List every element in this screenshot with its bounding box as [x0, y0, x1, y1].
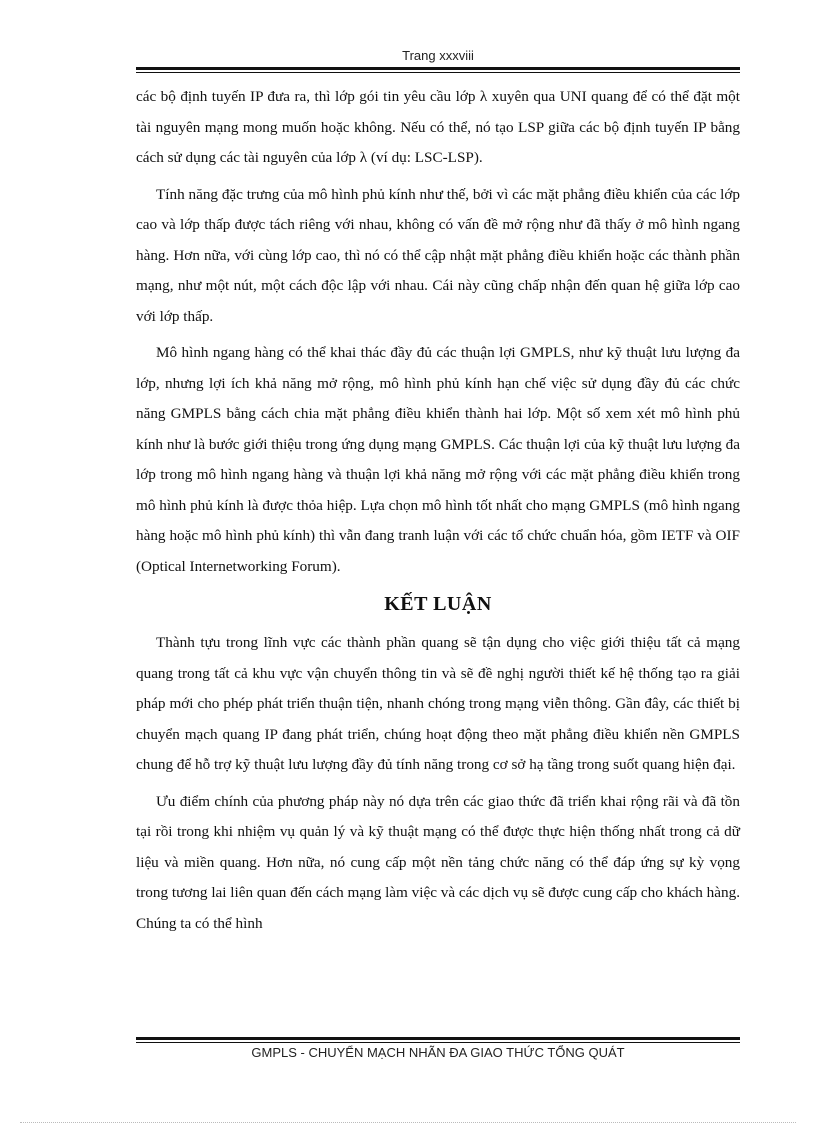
- paragraph-2: Tính năng đặc trưng của mô hình phủ kính như thế, bởi vì các mặt phẳng điều khiển của các lớp cao và lớp thấp được tách riêng với nhau, không có vấn đề mở rộng như đã thấy ở mô hình ngang hàng. Hơn nữa, với cùng lớp cao, thì nó có thể cập nhật mặt phẳng điều khiển hoặc các thành phần mạng, như một nút, một cách độc lập với nhau. Cái này cũng chấp nhận đến quan hệ giữa lớp cao với lớp thấp.: [136, 185, 740, 325]
- header-rule-thick: [136, 67, 740, 70]
- paragraph-3: Mô hình ngang hàng có thể khai thác đầy đủ các thuận lợi GMPLS, như kỹ thuật lưu lượng đa lớp, nhưng lợi ích khả năng mở rộng, mô hình phủ kính hạn chế việc sử dụng đầy đủ các chức năng GMPLS bằng cách chia mặt phẳng điều khiển thành hai lớp. Một số xem xét mô hình phủ kính như là bước giới thiệu trong ứng dụng mạng GMPLS. Các thuận lợi của kỹ thuật lưu lượng đa lớp trong mô hình ngang hàng và thuận lợi khả năng mở rộng với các mặt phẳng điều khiển trong mô hình phủ kính là được thỏa hiệp. Lựa chọn mô hình tốt nhất cho mạng GMPLS (mô hình ngang hàng hoặc mô hình phủ kính) thì vẫn đang tranh luận với các tổ chức chuẩn hóa, gồm IETF và OIF (Optical Internetworking Forum).: [136, 344, 740, 575]
- paragraph-4: Thành tựu trong lĩnh vực các thành phần quang sẽ tận dụng cho việc giới thiệu tất cả mạng quang trong tất cả khu vực vận chuyển thông tin và sẽ đề nghị người thiết kế hệ thống tạo ra giải pháp mới cho phép phát triển thuận tiện, nhanh chóng trong mạng viễn thông. Gần đây, các thiết bị chuyển mạch quang IP đang phát triển, chúng hoạt động theo mặt phẳng điều khiển nền GMPLS chung để hỗ trợ kỹ thuật lưu lượng đầy đủ tính năng trong cơ sở hạ tầng trong suốt quang hiện đại.: [136, 634, 740, 773]
- document-body: [136, 82, 740, 939]
- footer-rule-thin: [136, 1042, 740, 1043]
- section-heading: KẾT LUẬN: [384, 593, 492, 615]
- paragraph-5: Ưu điểm chính của phương pháp này nó dựa trên các giao thức đã triển khai rộng rãi và đã tồn tại rồi trong khi nhiệm vụ quản lý và kỹ thuật mạng có thể được thực hiện thống nhất trong cả dữ liệu và miền quang. Hơn nữa, nó cung cấp một nền tảng chức năng có thể đáp ứng sự kỳ vọng trong tương lai liên quan đến cách mạng làm việc và các dịch vụ sẽ được cung cấp cho khách hàng. Chúng ta có thể hình: [136, 792, 740, 932]
- header-rule-thin: [136, 72, 740, 73]
- footer-title: GMPLS - CHUYỂN MẠCH NHÃN ĐA GIAO THỨC TỔNG QUÁT: [251, 1045, 625, 1060]
- footer-rule-thick: [136, 1037, 740, 1040]
- page-number-header: Trang xxxviii: [402, 48, 474, 63]
- paragraph-1: các bộ định tuyến IP đưa ra, thì lớp gói tin yêu cầu lớp λ xuyên qua UNI quang để có thể đặt một tài nguyên mạng mong muốn hoặc không. Nếu có thể, nó tạo LSP giữa các bộ định tuyến IP bằng cách sử dụng các tài nguyên của lớp λ (ví dụ: LSC-LSP).: [136, 88, 740, 166]
